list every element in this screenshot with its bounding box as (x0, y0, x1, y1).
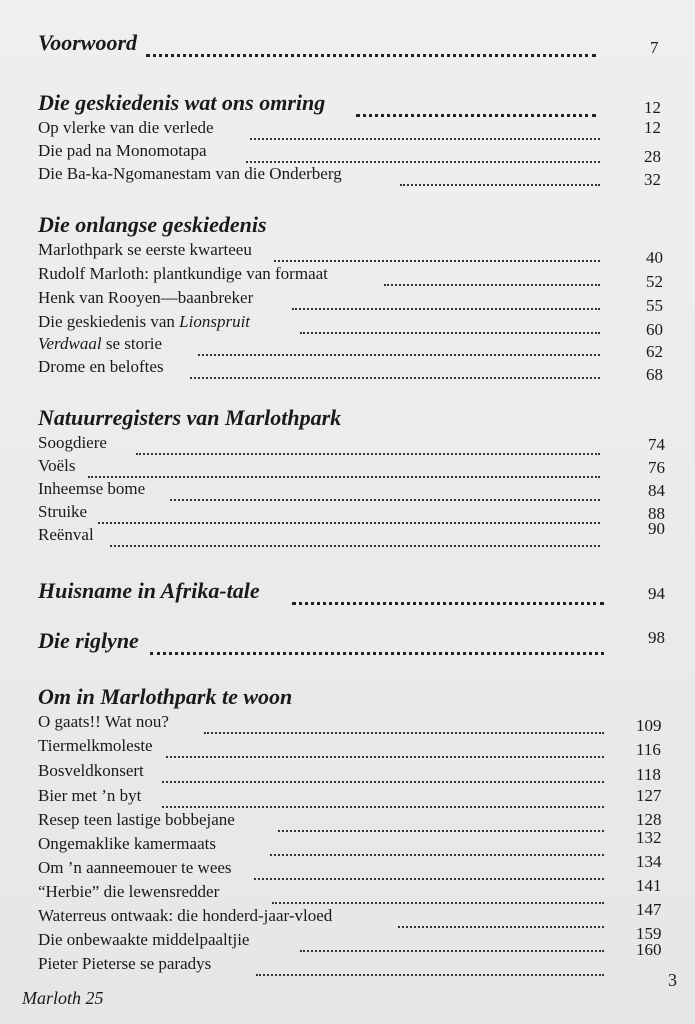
toc-page: 12 (644, 98, 661, 117)
leader-dots (98, 502, 600, 524)
toc-page: 62 (646, 342, 663, 361)
toc-title: Die pad na Monomotapa (38, 141, 207, 160)
toc-page: 68 (646, 365, 663, 384)
toc-entry (38, 334, 678, 361)
toc-title: Huisname in Afrika-tale (38, 578, 260, 603)
toc-page: 141 (636, 876, 662, 895)
leader-dots (300, 930, 604, 952)
leader-dots (204, 712, 604, 734)
toc-title: Die riglyne (38, 628, 139, 653)
leader-dots (146, 36, 596, 57)
toc-page: 160 (636, 940, 662, 959)
book-label: Marloth 25 (22, 988, 104, 1008)
leader-dots (270, 834, 604, 856)
toc-title: Waterreus ontwaak: die honderd-jaar-vloed (38, 906, 333, 925)
toc-entry (38, 786, 678, 808)
leader-dots (384, 264, 600, 286)
toc-entry (38, 852, 678, 880)
toc-title: “Herbie” die lewensredder (38, 882, 220, 901)
toc-title-part: Die geskiedenis van (38, 312, 180, 331)
toc-title: Om ’n aanneemouer te wees (38, 858, 232, 877)
section-title: Die geskiedenis wat ons omring (38, 90, 326, 115)
leader-dots (136, 433, 600, 455)
toc-title-italic: Lionspruit (179, 312, 251, 331)
leader-dots (356, 96, 596, 117)
toc-title (38, 312, 250, 332)
toc-title: Henk van Rooyen—baanbreker (38, 288, 254, 307)
toc-title: Rudolf Marloth: plantkundige van formaat (38, 264, 328, 283)
toc-page: 118 (636, 765, 661, 784)
toc-page: 128 (636, 810, 662, 829)
toc-entry (38, 456, 678, 478)
toc-entry (38, 141, 678, 166)
toc-entry (38, 810, 678, 832)
toc-title: Die onbewaakte middelpaaltjie (38, 930, 250, 949)
leader-dots (292, 288, 600, 310)
toc-title: Pieter Pieterse se paradys (38, 954, 212, 973)
leader-dots (162, 786, 604, 808)
section-heading-natuurregisters: Natuurregisters van Marlothpark (38, 405, 342, 430)
toc-page: 127 (636, 786, 662, 805)
toc-title-part: se storie (101, 334, 163, 353)
toc-entry (38, 502, 678, 524)
toc-page: 94 (648, 584, 665, 603)
toc-entry (38, 876, 678, 904)
toc-page: 132 (636, 828, 662, 847)
toc-title: Tiermelkmoleste (38, 736, 153, 755)
section-heading-geskiedenis (38, 90, 678, 120)
toc-title: Resep teen lastige bobbejane (38, 810, 235, 829)
toc-title: Bosveldkonsert (38, 761, 144, 780)
page-number: 3 (668, 970, 677, 990)
leader-dots (88, 456, 600, 478)
toc-page: 28 (644, 147, 661, 166)
toc-title: Struike (38, 502, 88, 521)
toc-entry (38, 900, 678, 928)
toc-entry (38, 924, 678, 952)
leader-dots (166, 736, 604, 758)
toc-title-italic: Verdwaal (38, 334, 102, 353)
toc-title: Ongemaklike kamermaats (38, 834, 216, 853)
toc-title: Inheemse bome (38, 479, 146, 498)
toc-title: Bier met ’n byt (38, 786, 142, 805)
toc-title: Drome en beloftes (38, 357, 164, 376)
leader-dots (110, 525, 600, 547)
toc-entry (38, 357, 678, 384)
toc-entry (38, 264, 678, 291)
toc-title: Marlothpark se eerste kwarteeu (38, 240, 252, 259)
toc-entry (38, 240, 678, 267)
toc-entry (38, 312, 678, 339)
toc-page: 159 (636, 924, 662, 943)
toc-entry (38, 164, 678, 189)
toc-entry (38, 519, 678, 547)
section-heading-woon: Om in Marlothpark te woon (38, 684, 293, 709)
leader-dots (398, 906, 604, 928)
toc-entry-huisname (38, 578, 678, 608)
toc-entry (38, 479, 678, 501)
toc-page: 40 (646, 248, 663, 267)
toc-entry-riglyne (38, 628, 678, 658)
toc-page: 60 (646, 320, 663, 339)
toc-page: 7 (650, 38, 659, 57)
toc-title: Voëls (38, 456, 76, 475)
toc-title: Die Ba-ka-Ngomanestam van die Onderberg (38, 164, 342, 183)
leader-dots (254, 858, 604, 880)
toc-title: Reënval (38, 525, 94, 544)
leader-dots (198, 334, 600, 356)
toc-page: 32 (644, 170, 661, 189)
leader-dots (300, 312, 600, 334)
toc-page: 88 (648, 504, 665, 523)
toc-page: 98 (648, 628, 665, 647)
leader-dots (274, 240, 600, 262)
toc-entry-voorwoord (38, 30, 678, 60)
toc-title: O gaats!! Wat nou? (38, 712, 169, 731)
toc-page: 116 (636, 740, 661, 759)
toc-title (38, 334, 162, 354)
toc-page: 90 (648, 519, 665, 538)
section-heading-onlangse: Die onlangse geskiedenis (38, 212, 267, 237)
leader-dots (150, 634, 604, 655)
toc-title: Voorwoord (38, 30, 138, 55)
leader-dots (278, 810, 604, 832)
leader-dots (162, 761, 604, 783)
toc-page: 109 (636, 716, 662, 735)
leader-dots (250, 118, 600, 140)
leader-dots (292, 584, 604, 605)
toc-page: 74 (648, 435, 665, 454)
toc-page: 147 (636, 900, 662, 919)
toc-page: 55 (646, 296, 663, 315)
toc-page: 52 (646, 272, 663, 291)
leader-dots (246, 141, 600, 163)
toc-entry (38, 288, 678, 315)
leader-dots (272, 882, 604, 904)
leader-dots (190, 357, 600, 379)
toc-title: Soogdiere (38, 433, 107, 452)
toc-page: 76 (648, 458, 665, 477)
toc-entry (38, 736, 678, 758)
toc-page: 84 (648, 481, 665, 500)
leader-dots (170, 479, 600, 501)
toc-entry (38, 433, 678, 455)
leader-dots (400, 164, 600, 186)
toc-entry (38, 712, 678, 734)
toc-entry (38, 828, 678, 856)
leader-dots (256, 954, 604, 976)
toc-entry (38, 940, 678, 976)
toc-page: 134 (636, 852, 662, 871)
toc-entry (38, 761, 678, 783)
toc-title: Op vlerke van die verlede (38, 118, 214, 137)
toc-entry (38, 118, 678, 140)
toc-page: 12 (644, 118, 661, 137)
